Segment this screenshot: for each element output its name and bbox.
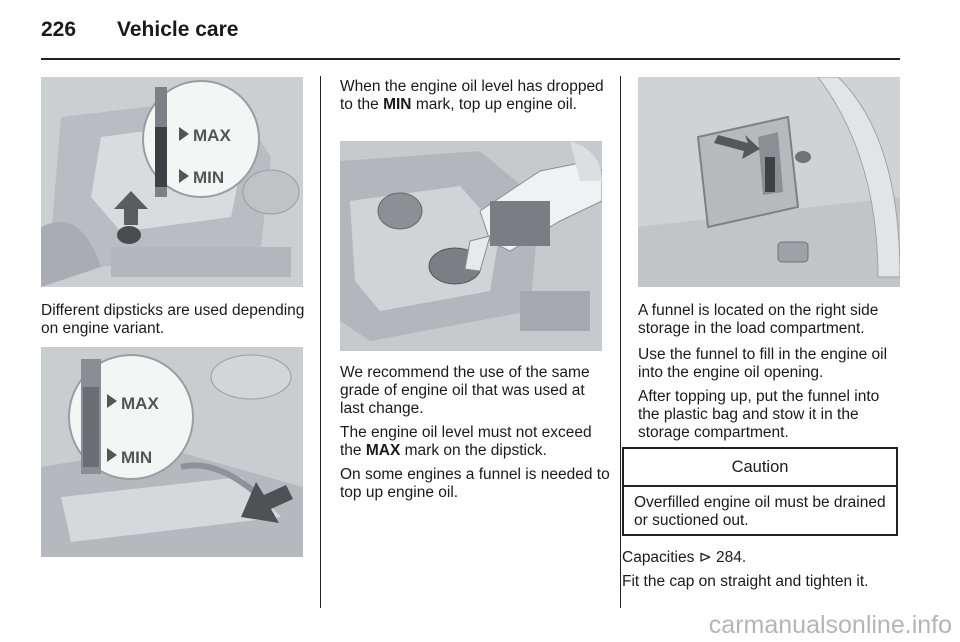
min-mark-label: MIN bbox=[121, 448, 153, 467]
page-reference-arrow-icon: ⊳ bbox=[698, 549, 712, 566]
load-compartment-illustration bbox=[638, 77, 900, 287]
caution-title: Caution bbox=[624, 449, 896, 487]
min-mark-label: MIN bbox=[193, 168, 225, 187]
dipstick-illustration-b bbox=[41, 347, 303, 557]
paragraph-max-mark: The engine oil level must not exceed the MAX mark on the dipstick. bbox=[340, 424, 592, 459]
paragraph-recommend-grade: We recommend the use of the same grade of engine oil that was used at last change. bbox=[340, 364, 590, 417]
page-header bbox=[41, 18, 238, 42]
paragraph-funnel-needed: On some engines a funnel is needed to top up engine oil. bbox=[340, 466, 610, 501]
section-title: Vehicle care bbox=[117, 18, 239, 41]
paragraph-use-funnel: Use the funnel to fill in the engine oil into the engine oil opening. bbox=[638, 346, 888, 381]
min-bold-text: MIN bbox=[383, 96, 412, 113]
page-number: 226 bbox=[41, 18, 77, 41]
funnel-location-figure bbox=[638, 77, 900, 287]
paragraph-min-mark: When the engine oil level has dropped to the MIN mark, top up engine oil. bbox=[340, 78, 604, 113]
header-rule bbox=[41, 58, 900, 60]
paragraph-stow-funnel: After topping up, put the funnel into the plastic bag and stow it in the storage compartment. bbox=[638, 388, 880, 441]
caution-text: Overfilled engine oil must be drained or suctioned out. bbox=[634, 494, 886, 529]
paragraph-fit-cap: Fit the cap on straight and tighten it. bbox=[622, 573, 869, 590]
oil-filling-figure bbox=[340, 141, 602, 351]
oil-pouring-illustration bbox=[340, 141, 602, 351]
max-mark-label: MAX bbox=[121, 394, 159, 413]
column-divider-right bbox=[620, 76, 621, 608]
dipstick-figure-b bbox=[41, 347, 303, 557]
capacities-page-link[interactable]: 284. bbox=[716, 549, 747, 566]
paragraph-capacities: Capacities ⊳ 284. bbox=[622, 549, 747, 566]
watermark: carmanualsonline.info bbox=[708, 611, 952, 639]
paragraph-funnel-location: A funnel is located on the right side storage in the load compartment. bbox=[638, 302, 879, 337]
caution-box bbox=[622, 447, 898, 536]
column-divider-left bbox=[320, 76, 321, 608]
dipstick-illustration-a bbox=[41, 77, 303, 287]
dipstick-figure-a bbox=[41, 77, 303, 287]
max-bold-text: MAX bbox=[365, 442, 401, 459]
max-mark-label: MAX bbox=[193, 126, 231, 145]
caption-dipsticks: Different dipsticks are used depending on engine variant. bbox=[41, 302, 305, 337]
